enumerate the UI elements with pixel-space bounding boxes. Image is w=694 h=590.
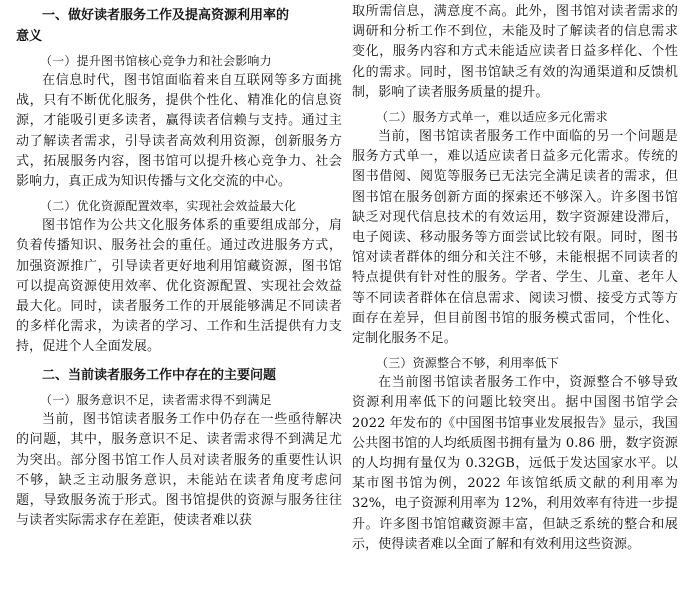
subsection-heading-2-1: （一）服务意识不足，读者需求得不到满足	[40, 393, 272, 408]
subsection-heading-1-1: （一）提升图书馆核心竞争力和社会影响力	[40, 54, 272, 68]
section-heading-2: 二、当前读者服务工作中存在的主要问题	[42, 367, 277, 383]
paragraph-2-1-continued: 取所需信息，满意度不高。此外，图书馆对读者需求的调研和分析工作不到位，未能及时了解读者的信息需求变化，服务内容和方式未能适应读者日益多样化、个性化的需求。同时，图书馆缺乏有效的沟通渠道和反馈机制，影响了读者服务质量的提升。	[352, 4, 678, 100]
paragraph-2-2: 当前，图书馆读者服务工作中面临的另一个问题是服务方式单一，难以适应读者日益多元化需求。传统的图书借阅、阅览等服务已无法完全满足读者的需求，但图书馆在服务创新方面的探索还不够深入。许多图书馆缺乏对现代信息技术的有效运用，数字资源建设滞后，电子阅读、移动服务等方面尝试比较有限。同时，图书馆对读者群体的细分和关注不够，未能根据不同读者的特点提供有针对性的服务。学者、学生、儿童、老年人等不同读者群体在信息需求、阅读习惯、接受方式等方面存在差异，但目前图书馆的服务模式雷同，个性化、定制化服务不足。	[352, 129, 678, 347]
paragraph-1-2: 图书馆作为公共文化服务体系的重要组成部分，肩负着传播知识、服务社会的重任。通过改进服务方式，加强资源推广，引导读者更好地利用馆藏资源，图书馆可以提高资源使用效率、优化资源配置、实现社会效益最大化。同时，读者服务工作的开展能够满足不同读者的多样化需求，为读者的学习、工作和生活提供有力支持，促进个人全面发展。	[16, 218, 342, 355]
right-column	[352, 0, 678, 555]
paragraph-1-1: 在信息时代，图书馆面临着来自互联网等多方面挑战，只有不断优化服务，提供个性化、精准化的信息资源，才能吸引更多读者，赢得读者信赖与支持。通过主动了解读者需求，引导读者高效利用资源，创新服务方式，拓展服务内容，图书馆可以提升核心竞争力、社会影响力，真正成为知识传播与文化交流的中心。	[16, 73, 342, 190]
paragraph-2-1: 当前，图书馆读者服务工作中仍存在一些亟待解决的问题，其中，服务意识不足、读者需求得不到满足尤为突出。部分图书馆工作人员对读者服务的重要性认识不够，缺乏主动服务意识，未能站在读者角度考虑问题，导致服务流于形式。图书馆提供的资源与服务往往与读者实际需求存在差距，使读者难以获	[16, 412, 342, 529]
subsection-heading-1-2: （二）优化资源配置效率，实现社会效益最大化	[40, 199, 297, 214]
section-heading-1-line2: 意义	[16, 28, 43, 44]
section-heading-1-line1: 一、做好读者服务工作及提高资源利用率的	[42, 8, 290, 23]
subsection-heading-2-2: （二）服务方式单一，难以适应多元化需求	[376, 110, 608, 125]
subsection-heading-2-3: （三）资源整合不够，利用率低下	[376, 356, 560, 371]
left-column	[16, 0, 342, 531]
paragraph-2-3: 在当前图书馆读者服务工作中，资源整合不够导致资源利用率低下的问题比较突出。据中国图书馆学会 2022 年发布的《中国图书馆事业发展报告》显示，我国公共图书馆的人均纸质图书拥有量为 0.86 册，数字资源的人均拥有量仅为 0.32GB，远低于发达国家水平。以某市图书馆为例，2022 年该馆纸质文献的利用率为 32%，电子资源利用率为 12%，利用效率有待进一步提升。许多图书馆馆藏资源丰富，但缺乏系统的整合和展示，使得读者难以全面了解和有效利用这些资源。	[352, 375, 679, 552]
section-heading-1	[16, 6, 342, 27]
